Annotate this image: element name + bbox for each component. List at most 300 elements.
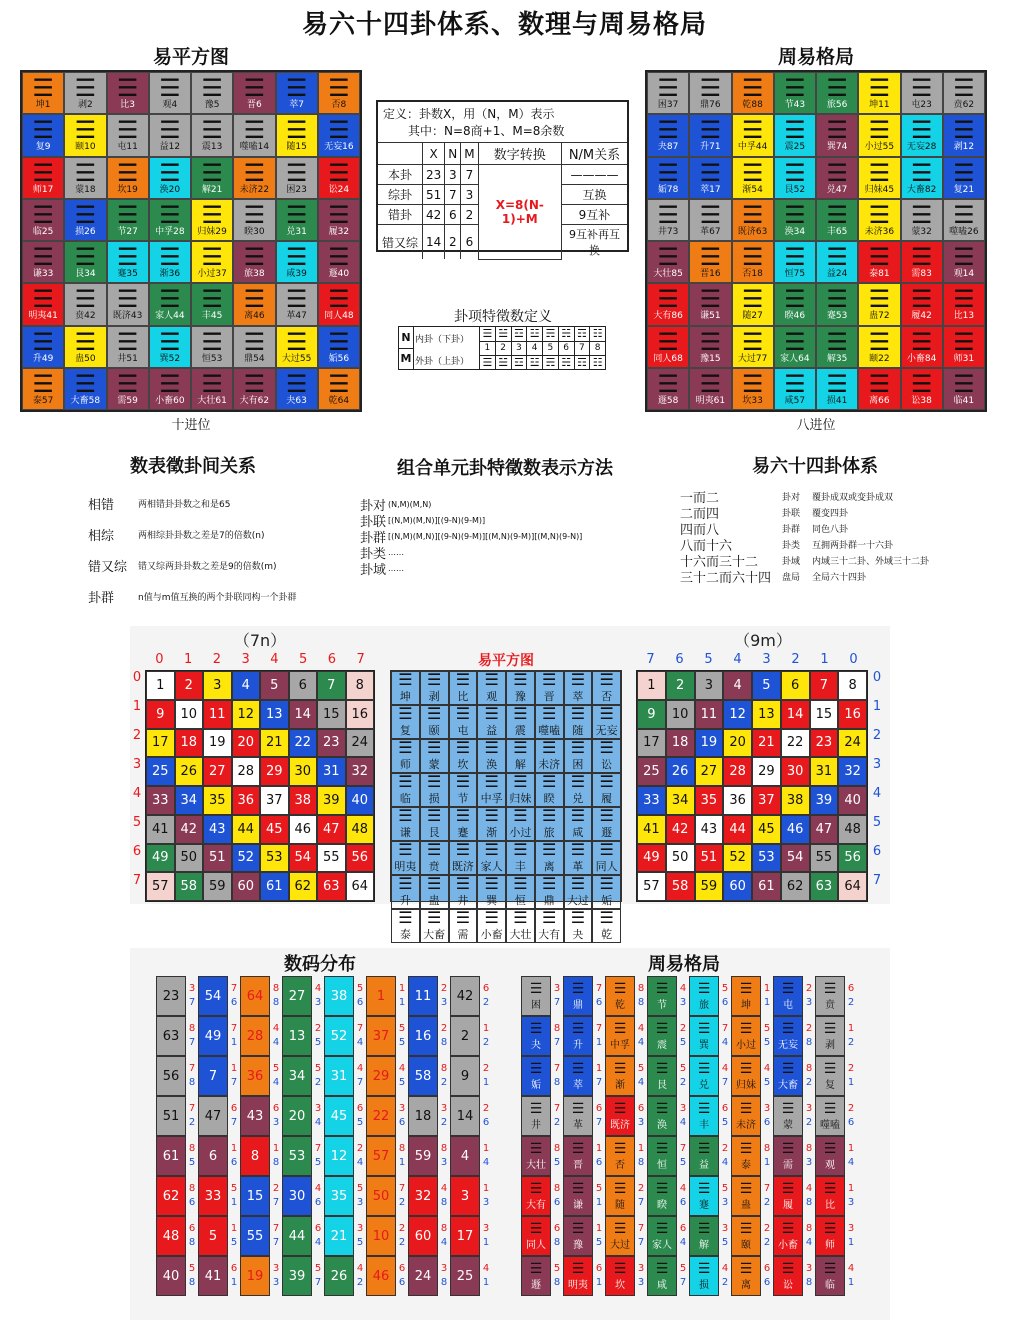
side-axis-right <box>870 670 884 902</box>
digit-pair <box>593 976 605 1016</box>
hexagram-name: 贲 <box>825 999 835 1011</box>
hexagram-name: 既济 <box>610 1119 630 1131</box>
hexagram-label: 渐54 <box>742 184 763 195</box>
dist-number: 36 <box>246 1068 264 1084</box>
dist-number: 43 <box>246 1108 264 1124</box>
digit-m: 8 <box>272 997 280 1008</box>
number-cell: 9 <box>146 700 175 729</box>
dist-number: 21 <box>330 1228 348 1244</box>
dist-number: 64 <box>246 988 264 1004</box>
digit-m: 5 <box>314 1037 322 1048</box>
number-cell: 18 <box>666 729 695 758</box>
digit-pair <box>719 976 731 1016</box>
number-cell: 40 <box>346 786 375 815</box>
digit-pair <box>186 1216 198 1256</box>
digit-pair <box>677 1016 689 1056</box>
digit-pair <box>270 1016 282 1056</box>
number-grid-9m <box>636 670 868 902</box>
digit-n: 5 <box>721 1183 729 1194</box>
hexagram-icon: ☰ <box>823 1260 837 1277</box>
hexagram-icon: ☰ <box>243 116 266 145</box>
hexagram-cell <box>943 368 985 410</box>
center-hexagram-cell <box>477 739 506 773</box>
center-hexagram-cell <box>592 671 621 705</box>
dist-cell <box>815 1256 845 1296</box>
hexagram-cell <box>318 157 360 199</box>
digit-n: 6 <box>679 1223 687 1234</box>
hexagram-cell <box>22 241 64 283</box>
digit-n: 8 <box>553 1183 561 1194</box>
digit-m: 8 <box>440 1197 448 1208</box>
dist-cell <box>521 1056 551 1096</box>
system-item <box>680 568 1000 584</box>
hexagram-icon: ☰ <box>599 772 614 791</box>
hexagram-label: 颐10 <box>75 142 96 153</box>
hexagram-icon: ☰ <box>570 840 586 859</box>
digit-pair <box>761 1016 773 1056</box>
hexagram-label: 讼38 <box>911 395 932 406</box>
digit-m: 3 <box>440 1157 448 1168</box>
hexagram-label: 无妄16 <box>324 142 354 153</box>
digit-n: 7 <box>721 1023 729 1034</box>
digit-pair <box>438 1256 450 1296</box>
hexagram-icon: ☰ <box>285 327 308 356</box>
hexagram-icon: ☰ <box>613 1140 627 1157</box>
dist-cell <box>450 1096 480 1136</box>
center-title: 易平方图 <box>478 653 534 669</box>
relation-value: 两相错卦卦数之和是65 <box>138 500 231 510</box>
number-cell: 37 <box>752 786 781 815</box>
system-value: 全局六十四卦 <box>812 572 867 583</box>
hexagram-icon: ☰ <box>529 1180 543 1197</box>
center-hexagram-cell <box>564 807 593 841</box>
hexagram-icon: ☰ <box>513 704 528 723</box>
hexagram-label: 巽74 <box>826 142 848 153</box>
axis-label: 0 <box>872 670 882 685</box>
axis-label: 7 <box>356 652 365 667</box>
hexagram-name: 大过 <box>566 894 589 907</box>
hexagram-cell <box>233 283 275 325</box>
hexagram-label: 明夷61 <box>695 395 726 406</box>
hexagram-cell <box>149 283 191 325</box>
dist-cell <box>773 1096 803 1136</box>
dist-cell <box>198 1216 228 1256</box>
hexagram-label: 讼24 <box>328 184 350 195</box>
dist-column <box>563 976 593 1296</box>
number-cell: 10 <box>666 700 695 729</box>
relation-item <box>88 488 368 519</box>
dist-number: 19 <box>246 1268 264 1284</box>
hexagram-cell <box>816 72 858 114</box>
hexagram-cell <box>774 326 816 368</box>
center-hexagram-cell <box>477 705 506 739</box>
hexagram-cell <box>64 157 106 199</box>
digit-m: 3 <box>272 1277 280 1288</box>
digit-pair <box>635 1256 647 1296</box>
hexagram-icon: ☰ <box>328 285 350 314</box>
hexagram-icon: ☰ <box>784 200 806 229</box>
center-hexagram-cell <box>449 671 478 705</box>
hexagram-label: 晋6 <box>247 100 262 111</box>
digit-n: 1 <box>398 983 406 994</box>
hexagram-label: 同人68 <box>653 353 683 364</box>
hexagram-icon: ☰ <box>74 327 97 356</box>
hexagram-name: 震 <box>657 1039 667 1051</box>
number-cell: 35 <box>203 786 232 815</box>
digit-n: 8 <box>637 983 645 994</box>
digit-column <box>270 976 282 1296</box>
def-row-m: 2 <box>461 205 478 225</box>
hexagram-cell <box>689 114 731 156</box>
hexagram-name: 履 <box>601 792 613 805</box>
hexagram-icon: ☰ <box>823 1060 837 1077</box>
def-row-x: 23 <box>423 165 445 185</box>
center-hexagram-cell <box>564 705 593 739</box>
def-header-m: M <box>461 143 478 165</box>
dist-cell <box>282 976 312 1016</box>
feature-trigram-icon: ☰ <box>479 356 495 370</box>
center-hexagram-cell <box>391 807 420 841</box>
center-hexagram-cell <box>391 909 420 943</box>
dist-cell <box>198 1056 228 1096</box>
hexagram-label: 临41 <box>953 395 975 406</box>
hexagram-label: 观14 <box>953 269 975 280</box>
digit-m: 8 <box>637 997 645 1008</box>
digit-m: 3 <box>482 1197 490 1208</box>
digit-m: 6 <box>763 1277 771 1288</box>
digit-pair <box>480 976 492 1016</box>
hexagram-cell <box>318 114 360 156</box>
hexagram-name: 巽 <box>699 1039 709 1051</box>
hexagram-name: 未济 <box>736 1119 756 1131</box>
combo-key: 卦联 <box>360 514 387 530</box>
digit-m: 2 <box>679 1077 687 1088</box>
hexagram-label: 中孚28 <box>155 226 185 237</box>
hexagram-icon: ☰ <box>484 704 499 723</box>
digit-n: 3 <box>398 1103 406 1114</box>
feature-trigram-icon: ☵ <box>558 356 574 370</box>
feature-n: N <box>399 327 414 349</box>
hexagram-icon: ☰ <box>697 1260 711 1277</box>
digit-m: 4 <box>679 1117 687 1128</box>
def-row-n: 3 <box>445 165 461 185</box>
hexagram-label: 噬嗑26 <box>949 226 979 237</box>
hexagram-cell <box>901 114 943 156</box>
digit-m: 5 <box>398 1077 406 1088</box>
hexagram-icon: ☰ <box>484 874 499 893</box>
hexagram-name: 丰 <box>699 1119 709 1131</box>
hexagram-name: 涣 <box>486 758 498 771</box>
hexagram-icon: ☰ <box>328 74 350 103</box>
number-cell: 44 <box>232 815 261 844</box>
hexagram-icon: ☰ <box>739 1060 753 1077</box>
hexagram-icon: ☰ <box>823 1180 837 1197</box>
def-row-name: 错又综 <box>378 225 423 260</box>
def-row-x: 42 <box>423 205 445 225</box>
hexagram-icon: ☰ <box>613 1220 627 1237</box>
hexagram-cell <box>858 368 900 410</box>
hexagram-cell <box>943 199 985 241</box>
hexagram-label: 艮52 <box>784 184 806 195</box>
dist-cell <box>156 976 186 1016</box>
number-cell: 1 <box>637 671 666 700</box>
hexagram-cell <box>276 241 318 283</box>
hexagram-icon: ☰ <box>868 369 891 398</box>
hexagram-cell <box>943 326 985 368</box>
digit-m: 7 <box>679 1277 687 1288</box>
center-hexagram-cell <box>477 671 506 705</box>
hexagram-icon: ☰ <box>823 1140 837 1157</box>
digit-n: 5 <box>356 1183 364 1194</box>
number-cell: 50 <box>175 844 204 873</box>
dist-cell <box>198 1096 228 1136</box>
number-cell: 36 <box>232 786 261 815</box>
dist-cell <box>815 1056 845 1096</box>
digit-n: 8 <box>805 1143 813 1154</box>
hexagram-name: 小过 <box>736 1039 756 1051</box>
dist-cell <box>521 1176 551 1216</box>
hexagram-icon: ☰ <box>32 74 54 103</box>
hexagram-name: 同人 <box>595 860 618 873</box>
relation-item <box>88 581 368 612</box>
number-cell: 11 <box>695 700 724 729</box>
number-cell: 46 <box>289 815 318 844</box>
digit-n: 4 <box>272 1023 280 1034</box>
digit-n: 6 <box>847 983 855 994</box>
hexagram-label: 丰65 <box>826 226 848 237</box>
digit-column <box>551 976 563 1296</box>
axis-label: 2 <box>212 652 222 667</box>
center-hexagram-cell <box>535 739 564 773</box>
number-cell: 38 <box>289 786 318 815</box>
digit-m: 5 <box>230 1237 238 1248</box>
digit-n: 5 <box>314 1263 322 1274</box>
hexagram-label: 豫5 <box>204 100 220 111</box>
number-cell: 45 <box>260 815 289 844</box>
digit-pair <box>354 1096 366 1136</box>
dist-cell <box>647 976 677 1016</box>
hexagram-label: 兑47 <box>826 184 848 195</box>
hexagram-cell <box>276 368 318 410</box>
hexagram-label: 萃7 <box>289 100 304 111</box>
number-cell: 30 <box>781 757 810 786</box>
dist-cell <box>731 1216 761 1256</box>
def-line1: 定义：卦数X，用（N，M）表示 <box>383 107 555 121</box>
hexagram-icon: ☰ <box>455 704 471 723</box>
hexagram-name: 咸 <box>572 826 584 839</box>
digit-column <box>480 976 492 1296</box>
hexagram-icon: ☰ <box>116 327 139 356</box>
center-hexagram-cell <box>506 671 535 705</box>
number-cell: 2 <box>175 671 204 700</box>
hexagram-icon: ☰ <box>823 1020 837 1037</box>
number-cell: 3 <box>695 671 724 700</box>
dist-cell <box>324 1216 354 1256</box>
hexagram-icon: ☰ <box>599 840 614 859</box>
digit-m: 5 <box>595 1237 603 1248</box>
hexagram-name: 离 <box>543 860 555 873</box>
hexagram-icon: ☰ <box>571 1020 585 1037</box>
hexagram-label: 乾64 <box>328 395 350 406</box>
digit-m: 2 <box>440 1077 448 1088</box>
hexagram-icon: ☰ <box>657 327 679 356</box>
feature-trigram-icon: ☱ <box>495 356 511 370</box>
hexagram-icon: ☰ <box>699 74 722 103</box>
hexagram-icon: ☰ <box>243 158 266 187</box>
hexagram-name: 小过 <box>509 826 532 839</box>
dist-number: 34 <box>288 1068 306 1084</box>
def-header-x: X <box>423 143 445 165</box>
dist-cell <box>198 1176 228 1216</box>
digit-m: 1 <box>595 1037 603 1048</box>
hexagram-icon: ☰ <box>541 738 557 757</box>
hexagram-name: 丰 <box>514 860 526 873</box>
dist-cell <box>689 1136 719 1176</box>
center-hexagram-cell <box>420 875 449 909</box>
digit-pair <box>312 1256 324 1296</box>
digit-n: 3 <box>553 983 561 994</box>
feature-num: 4 <box>526 341 542 356</box>
hexagram-name: 复 <box>825 1079 835 1091</box>
number-cell: 29 <box>752 757 781 786</box>
digit-pair <box>635 1136 647 1176</box>
dist-number: 10 <box>372 1228 390 1244</box>
number-cell: 24 <box>838 729 867 758</box>
hexagram-icon: ☰ <box>741 285 764 314</box>
digit-m: 2 <box>482 1037 490 1048</box>
hexagram-cell <box>816 326 858 368</box>
hexagram-icon: ☰ <box>613 1020 627 1037</box>
feature-num: 8 <box>589 341 605 356</box>
hexagram-name: 晋 <box>543 690 555 703</box>
hexagram-icon: ☰ <box>655 1060 669 1077</box>
digit-m: 7 <box>553 1037 561 1048</box>
def-line2: 其中：N=8商+1、M=8余数 <box>408 124 565 138</box>
digit-pair <box>551 1216 563 1256</box>
digit-pair <box>270 1056 282 1096</box>
digit-m: 3 <box>805 997 813 1008</box>
hexagram-icon: ☰ <box>657 116 679 145</box>
hexagram-icon: ☰ <box>657 200 679 229</box>
number-cell: 19 <box>695 729 724 758</box>
digit-pair <box>593 1096 605 1136</box>
number-grid-7n <box>145 670 375 902</box>
digit-pair <box>761 1096 773 1136</box>
hexagram-label: 睽46 <box>784 311 806 322</box>
hexagram-label: 萃17 <box>700 184 721 195</box>
hexagram-icon: ☰ <box>953 116 975 145</box>
combo-value: …… <box>388 547 404 557</box>
digit-m: 7 <box>314 1277 322 1288</box>
digit-pair <box>719 1216 731 1256</box>
dist-cell <box>240 1096 270 1136</box>
right-hexagram-grid <box>645 70 987 412</box>
dist-cell <box>156 1176 186 1216</box>
relation-list <box>88 488 368 612</box>
digit-n: 8 <box>440 1063 448 1074</box>
digit-m: 5 <box>763 1077 771 1088</box>
hexagram-label: 坎33 <box>742 395 763 406</box>
hexagram-cell <box>318 72 360 114</box>
digit-m: 4 <box>721 1157 729 1168</box>
hexagram-cell <box>689 72 731 114</box>
digit-pair <box>186 1056 198 1096</box>
number-cell: 38 <box>781 786 810 815</box>
hexagram-cell <box>647 368 689 410</box>
dist-cell <box>198 1016 228 1056</box>
hexagram-cell <box>774 241 816 283</box>
hexagram-label: 颐22 <box>869 353 890 364</box>
hexagram-label: 鼎54 <box>244 353 265 364</box>
digit-column <box>186 976 198 1296</box>
hexagram-cell <box>191 199 233 241</box>
number-cell: 51 <box>695 844 724 873</box>
digit-m: 6 <box>595 997 603 1008</box>
axis-label: 2 <box>791 652 800 667</box>
digit-column <box>438 976 450 1296</box>
digit-pair <box>803 1216 815 1256</box>
hexagram-icon: ☰ <box>159 243 181 272</box>
hexagram-name: 噬嗑 <box>820 1119 840 1131</box>
hexagram-cell <box>149 157 191 199</box>
number-cell: 51 <box>203 844 232 873</box>
hexagram-name: 中孚 <box>610 1039 630 1051</box>
relation-item <box>88 550 368 581</box>
dist-cell <box>408 1096 438 1136</box>
hexagram-name: 解 <box>699 1239 709 1251</box>
hexagram-label: 明夷41 <box>28 311 58 322</box>
dist-number: 20 <box>288 1108 306 1124</box>
digit-m: 4 <box>637 1037 645 1048</box>
hexagram-cell <box>233 157 275 199</box>
dist-number: 16 <box>414 1028 432 1044</box>
dist-cell <box>605 1176 635 1216</box>
number-cell: 56 <box>838 844 867 873</box>
center-hexagram-cell <box>420 909 449 943</box>
number-cell: 59 <box>203 872 232 901</box>
hexagram-cell <box>107 283 149 325</box>
hexagram-icon: ☰ <box>741 369 764 398</box>
hexagram-name: 剥 <box>825 1039 835 1051</box>
hexagram-icon: ☰ <box>599 738 614 757</box>
dist-column <box>450 976 480 1296</box>
digit-column <box>312 976 324 1296</box>
axis-label: 7 <box>132 873 142 888</box>
dist-number: 61 <box>162 1148 180 1164</box>
hexagram-cell <box>22 368 64 410</box>
dist-cell <box>240 976 270 1016</box>
dist-cell <box>240 1016 270 1056</box>
hexagram-icon: ☰ <box>570 908 586 927</box>
hexagram-label: 革67 <box>700 226 721 237</box>
hexagram-icon: ☰ <box>741 116 764 145</box>
hexagram-icon: ☰ <box>655 1220 669 1237</box>
hexagram-name: 归妹 <box>509 792 532 805</box>
feature-trigram-icon: ☶ <box>574 356 590 370</box>
digit-m: 2 <box>763 1237 771 1248</box>
digit-n: 3 <box>272 1263 280 1274</box>
number-cell: 27 <box>695 757 724 786</box>
hexagram-icon: ☰ <box>243 74 266 103</box>
digit-pair <box>677 1136 689 1176</box>
number-cell: 40 <box>838 786 867 815</box>
number-cell: 2 <box>666 671 695 700</box>
dist-number: 56 <box>162 1068 180 1084</box>
dist-cell <box>605 1096 635 1136</box>
digit-n: 4 <box>356 1263 364 1274</box>
dist-cell <box>198 1136 228 1176</box>
hexagram-icon: ☰ <box>570 670 586 689</box>
